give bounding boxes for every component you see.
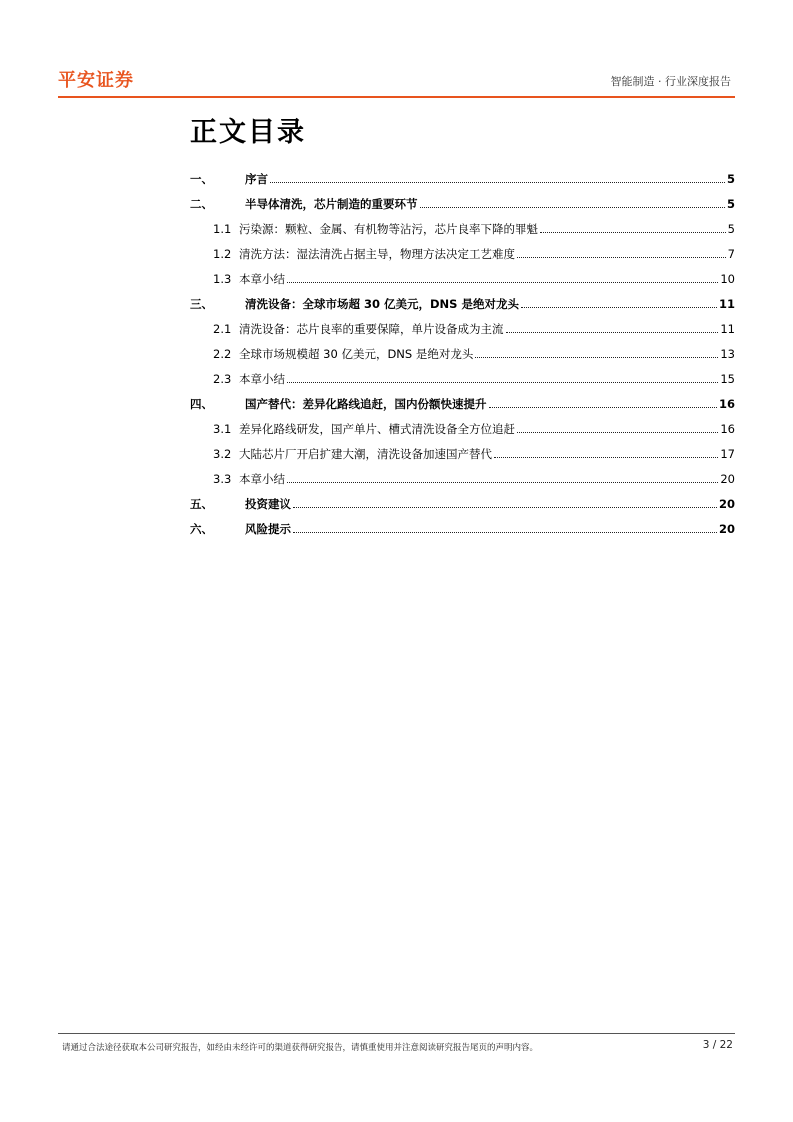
toc-entry[interactable] — [190, 191, 735, 216]
toc-entry[interactable] — [190, 241, 735, 266]
toc-entry-page: 5 — [726, 171, 735, 186]
toc-entry-page: 13 — [720, 346, 735, 361]
toc-entry-number: 1.1 — [213, 221, 232, 236]
toc-entry-label: 差异化路线研发，国产单片、槽式清洗设备全方位追赶 — [239, 421, 515, 436]
toc-dot-leader — [517, 432, 718, 433]
toc-dot-leader — [293, 532, 717, 533]
toc-entry-page: 20 — [718, 496, 735, 511]
toc-entry[interactable] — [190, 366, 735, 391]
toc-entry-page: 20 — [720, 471, 735, 486]
toc-entry-page: 20 — [718, 521, 735, 536]
toc-entry-number: 三、 — [190, 296, 213, 311]
toc-entry[interactable] — [190, 316, 735, 341]
toc-entry-page: 17 — [720, 446, 735, 461]
toc-dot-leader — [293, 507, 717, 508]
brand-logo: 平安证券 — [58, 70, 134, 91]
toc-dot-leader — [506, 332, 719, 333]
toc-entry-label: 本章小结 — [239, 471, 285, 486]
toc-entry-page: 11 — [718, 296, 735, 311]
toc-entry-label: 清洗设备：芯片良率的重要保障，单片设备成为主流 — [239, 321, 504, 336]
toc-entry-label: 本章小结 — [239, 371, 285, 386]
toc-entry[interactable] — [190, 491, 735, 516]
toc-entry-page: 5 — [726, 196, 735, 211]
toc-entry-label: 大陆芯片厂开启扩建大潮，清洗设备加速国产替代 — [239, 446, 492, 461]
toc-entry-label: 半导体清洗，芯片制造的重要环节 — [245, 196, 418, 211]
toc-entry-label: 清洗方法：湿法清洗占据主导，物理方法决定工艺难度 — [239, 246, 515, 261]
toc-dot-leader — [420, 207, 725, 208]
toc-entry-label: 污染源：颗粒、金属、有机物等沾污，芯片良率下降的罪魁 — [239, 221, 538, 236]
toc-entry-label: 全球市场规模超 30 亿美元，DNS 是绝对龙头 — [239, 346, 474, 361]
toc-entry-label: 本章小结 — [239, 271, 285, 286]
toc-entry[interactable] — [190, 216, 735, 241]
toc-entry[interactable] — [190, 441, 735, 466]
toc-entry[interactable] — [190, 466, 735, 491]
toc-entry-number: 3.3 — [213, 471, 232, 486]
toc-entry-number: 五、 — [190, 496, 213, 511]
toc-entry-label: 风险提示 — [245, 521, 291, 536]
toc-entry-number: 3.1 — [213, 421, 232, 436]
toc-dot-leader — [270, 182, 725, 183]
toc-entry-page: 7 — [727, 246, 735, 261]
footer-divider — [58, 1033, 735, 1034]
toc-entry[interactable] — [190, 266, 735, 291]
toc-entry-number: 2.2 — [213, 346, 232, 361]
toc-entry-number: 2.1 — [213, 321, 232, 336]
toc-entry-number: 1.3 — [213, 271, 232, 286]
toc-entry-number: 二、 — [190, 196, 213, 211]
toc-entry-number: 2.3 — [213, 371, 232, 386]
toc-entry-label: 序言 — [245, 171, 268, 186]
toc-dot-leader — [540, 232, 726, 233]
toc-entry[interactable] — [190, 416, 735, 441]
report-category: 智能制造 · 行业深度报告 — [610, 75, 731, 88]
toc-title: 正文目录 — [190, 117, 306, 148]
toc-entry-number: 六、 — [190, 521, 213, 536]
header-divider — [58, 96, 735, 98]
toc-entry[interactable] — [190, 291, 735, 316]
toc-dot-leader — [517, 257, 726, 258]
toc-entry-number: 四、 — [190, 396, 213, 411]
toc-dot-leader — [287, 482, 718, 483]
toc-entry-number: 3.2 — [213, 446, 232, 461]
toc-entry-label: 清洗设备：全球市场超 30 亿美元，DNS 是绝对龙头 — [245, 296, 519, 311]
toc-dot-leader — [287, 382, 718, 383]
toc-entry-page: 5 — [727, 221, 735, 236]
toc-entry-page: 16 — [720, 421, 735, 436]
toc-entry-label: 投资建议 — [245, 496, 291, 511]
footer-disclaimer: 请通过合法途径获取本公司研究报告，如经由未经许可的渠道获得研究报告，请慎重使用并注意阅读研究报告尾页的声明内容。 — [62, 1043, 539, 1053]
toc-dot-leader — [494, 457, 718, 458]
toc-dot-leader — [489, 407, 717, 408]
toc-dot-leader — [475, 357, 718, 358]
toc-entry-page: 10 — [720, 271, 735, 286]
toc-entry-number: 一、 — [190, 171, 213, 186]
toc-dot-leader — [521, 307, 717, 308]
toc-entry[interactable] — [190, 516, 735, 541]
toc-entry-label: 国产替代：差异化路线追赶，国内份额快速提升 — [245, 396, 487, 411]
toc-entry[interactable] — [190, 166, 735, 191]
toc-entry-number: 1.2 — [213, 246, 232, 261]
toc-entry-page: 16 — [718, 396, 735, 411]
page-number: 3 / 22 — [702, 1039, 733, 1051]
toc-dot-leader — [287, 282, 718, 283]
toc-entry[interactable] — [190, 391, 735, 416]
toc-entry-page: 11 — [720, 321, 735, 336]
toc-entry[interactable] — [190, 341, 735, 366]
table-of-contents — [190, 166, 735, 541]
toc-entry-page: 15 — [720, 371, 735, 386]
